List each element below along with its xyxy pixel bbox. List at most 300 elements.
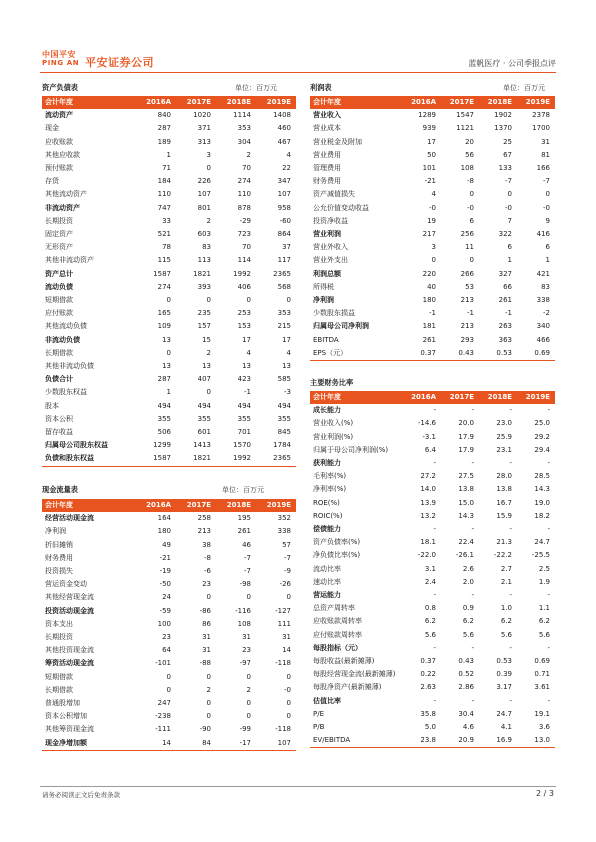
table-row [310,215,555,228]
cell-value: 6.2 [500,617,512,626]
cell-value: 274 [157,282,171,291]
cell-value: 27.2 [420,472,436,481]
page-number: 2 / 3 [536,789,554,798]
cell-value: 13 [202,362,211,371]
cell-value: 0 [206,296,211,305]
cell-value: -127 [275,606,291,615]
cell-value: -111 [155,725,171,734]
cell-value: 327 [498,269,512,278]
row-label: 净负债比率(%) [313,551,361,560]
table-row [310,497,555,510]
cell-value: 0 [206,672,211,681]
row-label: 投资损失 [45,567,73,576]
cell-value: 3.17 [496,683,512,692]
cell-value: 258 [197,514,211,523]
cell-value: - [471,459,474,468]
row-label: 负债和股东权益 [42,452,136,466]
cell-value: -101 [155,659,171,668]
table-row [310,708,555,721]
table-row [310,695,555,708]
cell-value: 421 [536,269,550,278]
cell-value: 133 [498,164,512,173]
cell-value: 0.69 [534,657,550,666]
header-divider [40,72,556,73]
row-label: 毛利率(%) [313,472,347,481]
table-row [310,228,555,241]
cell-value: 0 [166,348,171,357]
cell-value: 24 [162,593,171,602]
cell-value: 213 [460,322,474,331]
row-label: 营业费用 [313,150,341,159]
company-name: 平安证券公司 [85,56,154,69]
table-row [310,175,555,188]
cell-value: 18.1 [420,538,436,547]
table-row [310,576,555,589]
cell-value: 2 [206,685,211,694]
cell-value: 0 [206,593,211,602]
table-row [42,452,296,466]
table-row [310,734,555,748]
cell-value: - [433,459,436,468]
table-row [310,536,555,549]
cell-value: 1547 [456,111,474,120]
table-row [42,539,296,552]
cell-value: 31 [202,633,211,642]
table-row [310,549,555,562]
table-row [310,320,555,333]
cell-value: 467 [277,137,291,146]
cell-value: 355 [157,414,171,423]
cell-value: 40 [427,282,436,291]
row-label: 营业成本 [313,124,341,133]
row-label: 每股收益(最新摊薄) [313,657,375,666]
cell-value: 0 [286,672,291,681]
row-label: 每股经营现金流(最新摊薄) [313,670,396,679]
cell-value: 16.7 [496,498,512,507]
table-row [310,681,555,694]
cell-value: 2 [206,216,211,225]
cell-value: 13.8 [458,485,474,494]
table-row [42,360,296,373]
table-row [42,175,296,188]
cell-value: 30.4 [458,709,474,718]
cell-value: 2 [246,685,251,694]
row-label: 负债合计 [45,375,73,384]
table-row [310,523,555,536]
cell-value: 35.8 [420,709,436,718]
cell-value: 338 [536,296,550,305]
table-row [310,563,555,576]
cell-value: 2.0 [462,577,474,586]
cell-value: 423 [237,375,251,384]
cell-value: 220 [422,269,436,278]
row-label: 现金净增加额 [42,737,136,751]
cell-value: 407 [197,375,211,384]
cell-value: 247 [157,699,171,708]
cell-value: 25.0 [534,419,550,428]
cell-value: 840 [157,111,171,120]
cell-value: 287 [157,375,171,384]
table-row [42,631,296,644]
cell-value: 13 [162,362,171,371]
table-row [42,228,296,241]
cell-value: 845 [277,428,291,437]
cell-value: 1784 [273,441,291,450]
row-label: EV/EBITDA [310,734,403,748]
table-row [310,655,555,668]
table-row [42,565,296,578]
row-label: P/B [313,723,325,732]
cell-value: 14 [136,737,176,751]
footer-divider [40,786,556,787]
cell-value: 153 [237,322,251,331]
cell-value: - [471,696,474,705]
cell-value: -3 [284,388,291,397]
cell-value: 81 [541,150,550,159]
cell-value: 293 [460,335,474,344]
cell-value: 107 [277,190,291,199]
row-label: 其他应收款 [45,150,80,159]
cell-value: 31 [242,633,251,642]
cell-value: -59 [159,606,171,615]
cell-value: 313 [197,137,211,146]
row-label: 固定资产 [45,230,73,239]
cell-value: -7 [284,553,291,562]
table-row [310,602,555,615]
cell-value: 37 [282,243,291,252]
cell-value: - [547,459,550,468]
row-label: 其他流动负债 [45,322,87,331]
cell-value: -88 [199,659,211,668]
cell-value: 66 [503,282,512,291]
cell-value: 20 [465,137,474,146]
header-year: 2018E [216,499,256,512]
table-row [42,426,296,439]
cell-value: - [547,696,550,705]
table-header-row [310,391,555,404]
header-year: 2018E [216,96,256,109]
cell-value: 4 [286,150,291,159]
cell-value: 0 [545,190,550,199]
table-header-row [42,499,296,512]
cell-value: 235 [197,309,211,318]
cell-value: 0.53 [496,657,512,666]
row-label: 经营活动现金流 [45,514,94,523]
cell-value: 184 [157,177,171,186]
cell-value: - [471,525,474,534]
table-row [42,618,296,631]
cell-value: 27.5 [458,472,474,481]
cell-value: 0 [469,256,474,265]
cell-value: 5.6 [500,630,512,639]
header-year: 2017E [441,96,479,109]
cell-value: 28.5 [534,472,550,481]
cell-value: 494 [277,401,291,410]
cell-value: 701 [237,428,251,437]
cell-value: 0 [507,190,512,199]
table-row [42,320,296,333]
header-year: 2016A [136,499,176,512]
cell-value: 352 [277,514,291,523]
cell-value: 24.7 [496,709,512,718]
report-type: 蓝帆医疗 · 公司季报点评 [468,59,556,68]
cell-value: 3 [431,243,436,252]
table-row [310,281,555,294]
cell-value: 16.9 [479,734,517,748]
cell-value: 494 [237,401,251,410]
row-label: 财务费用 [45,553,73,562]
cell-value: -1 [505,309,512,318]
cell-value: 23.1 [496,445,512,454]
cell-value: 13.0 [517,734,555,748]
row-label: EBITDA [313,335,339,344]
cell-value: 939 [422,124,436,133]
cell-value: 0 [286,712,291,721]
balance-sheet-table [42,96,296,467]
cell-value: 19 [427,216,436,225]
table-row [42,122,296,135]
cell-value: - [471,591,474,600]
cell-value: 0 [166,685,171,694]
table-row [310,307,555,320]
row-label: 预付账款 [45,164,73,173]
header-year: 2019E [517,391,555,404]
cell-value: 3.6 [538,723,550,732]
table-row [310,668,555,681]
row-label: 流动比率 [313,564,341,573]
table-row [310,642,555,655]
header-year: 2016A [403,96,441,109]
cell-value: 107 [197,190,211,199]
table-row [42,605,296,618]
table-row [42,552,296,565]
row-label: 财务费用 [313,177,341,186]
cell-value: 164 [157,514,171,523]
cell-value: 5.6 [538,630,550,639]
cell-value: -1 [429,309,436,318]
cell-value: 0.37 [403,347,441,361]
row-label: 营运能力 [313,591,341,600]
cell-value: 338 [277,527,291,536]
ratios-table [310,391,555,748]
row-label: 短期借款 [45,296,73,305]
cell-value: 0.53 [479,347,517,361]
cell-value: 18.2 [534,511,550,520]
cell-value: 15.9 [496,511,512,520]
cell-value: 64 [162,646,171,655]
cell-value: 181 [422,322,436,331]
cell-value: 67 [503,150,512,159]
table-row [42,241,296,254]
cell-value: 13 [162,335,171,344]
cell-value: 56 [465,150,474,159]
cell-value: 521 [157,230,171,239]
cell-value: 4 [431,190,436,199]
table-row [42,737,296,751]
cell-value: 353 [277,309,291,318]
table-row [42,188,296,201]
cell-value: 261 [237,527,251,536]
cell-value: -116 [235,606,251,615]
cell-value: 0 [286,296,291,305]
cell-value: 6.2 [462,617,474,626]
row-label: 每股净资产(最新摊薄) [313,683,382,692]
cell-value: 274 [237,177,251,186]
cell-value: 355 [277,414,291,423]
cell-value: -26 [279,580,291,589]
cell-value: -0 [543,203,550,212]
cell-value: - [547,406,550,415]
cell-value: - [509,525,512,534]
row-label: 短期借款 [45,672,73,681]
header-year: 2019E [256,499,296,512]
header-year: 2016A [136,96,176,109]
table-row [310,629,555,642]
cell-value: 256 [460,230,474,239]
cell-value: -7 [505,177,512,186]
cell-value: 3.61 [534,683,550,692]
table-row [310,431,555,444]
cell-value: 50 [427,150,436,159]
cell-value: 29.4 [534,445,550,454]
cash-flow-title: 现金流量表 [42,485,78,494]
row-label: 流动负债 [45,282,73,291]
table-row [310,254,555,267]
row-label: EPS（元） [310,347,403,361]
cell-value: - [433,591,436,600]
cell-value: 2.4 [424,577,436,586]
table-row [310,122,555,135]
cell-value: 1 [166,150,171,159]
cell-value: -17 [216,737,256,751]
cell-value: 13.2 [420,511,436,520]
row-label: 其他非流动资产 [45,256,94,265]
cell-value: 110 [237,190,251,199]
row-label: 流动资产 [45,111,73,120]
cell-value: 347 [277,177,291,186]
cell-value: 585 [277,375,291,384]
cell-value: 0 [286,593,291,602]
cell-value: 287 [157,124,171,133]
table-row [310,470,555,483]
cell-value: 108 [460,164,474,173]
cell-value: 864 [277,230,291,239]
cell-value: 353 [237,124,251,133]
row-label: 资本支出 [45,619,73,628]
cell-value: - [509,696,512,705]
row-label: 营业税金及附加 [313,137,362,146]
row-label: 应收账款 [45,137,73,146]
cell-value: 4 [246,348,251,357]
header-year: 2019E [517,96,555,109]
cell-value: 2.7 [500,564,512,573]
cell-value: 0.69 [517,347,555,361]
cell-value: 113 [197,256,211,265]
cell-value: 2.86 [458,683,474,692]
income-statement-title: 利润表 [310,83,332,92]
row-label: 估值比率 [313,696,341,705]
row-label: 投资活动现金流 [45,606,94,615]
cell-value: 180 [422,296,436,305]
cell-value: -238 [155,712,171,721]
table-row [42,136,296,149]
cell-value: - [433,525,436,534]
cell-value: 322 [498,230,512,239]
cell-value: 157 [197,322,211,331]
table-row [42,400,296,413]
row-label: 普通股增加 [45,699,80,708]
row-label: 股本 [45,401,59,410]
cell-value: -118 [275,659,291,668]
cell-value: 2.1 [500,577,512,586]
cell-value: 6.4 [424,445,436,454]
cell-value: 53 [465,282,474,291]
table-row [310,417,555,430]
table-row [310,444,555,457]
cell-value: 2.6 [462,564,474,573]
row-label: 资本公积 [45,414,73,423]
cell-value: 1114 [233,111,251,120]
cell-value: 1020 [193,111,211,120]
cell-value: 340 [536,322,550,331]
table-row [42,215,296,228]
row-label: 无形资产 [45,243,73,252]
cell-value: 1587 [153,269,171,278]
cell-value: 1289 [418,111,436,120]
cell-value: 57 [282,540,291,549]
cell-value: -19 [159,567,171,576]
row-label: 现金 [45,124,59,133]
cell-value: 1370 [494,124,512,133]
cell-value: 253 [237,309,251,318]
balance-sheet-title: 资产负债表 [42,83,78,92]
cell-value: 1821 [193,269,211,278]
cell-value: 29.2 [534,432,550,441]
row-label: 营运资金变动 [45,580,87,589]
cell-value: -26.1 [455,551,474,560]
cell-value: 23 [242,646,251,655]
cell-value: -99 [239,725,251,734]
cell-value: 393 [197,282,211,291]
table-row [42,254,296,267]
logo-cn: 中国平安 [42,50,76,59]
cell-value: 3.1 [424,564,436,573]
cell-value: 1 [166,388,171,397]
cell-value: -6 [204,567,211,576]
cell-value: 1 [545,256,550,265]
table-row [310,334,555,347]
cell-value: - [547,591,550,600]
header-year: 2017E [176,499,216,512]
row-label: 营业利润 [313,230,341,239]
cell-value: -90 [199,725,211,734]
header-year: 2019E [256,96,296,109]
cell-value: 5.6 [462,630,474,639]
row-label: 长期借款 [45,348,73,357]
table-row [310,510,555,523]
cell-value: 13.8 [496,485,512,494]
cell-value: 17.9 [458,432,474,441]
cell-value: 603 [197,230,211,239]
row-label: 应收账款周转率 [313,617,362,626]
row-label: 资本公积增加 [45,712,87,721]
cell-value: -22.2 [493,551,512,560]
row-label: 留存收益 [45,428,73,437]
cell-value: 83 [541,282,550,291]
cell-value: 0.8 [424,604,436,613]
pingan-logo [42,49,182,71]
cell-value: 15 [202,335,211,344]
